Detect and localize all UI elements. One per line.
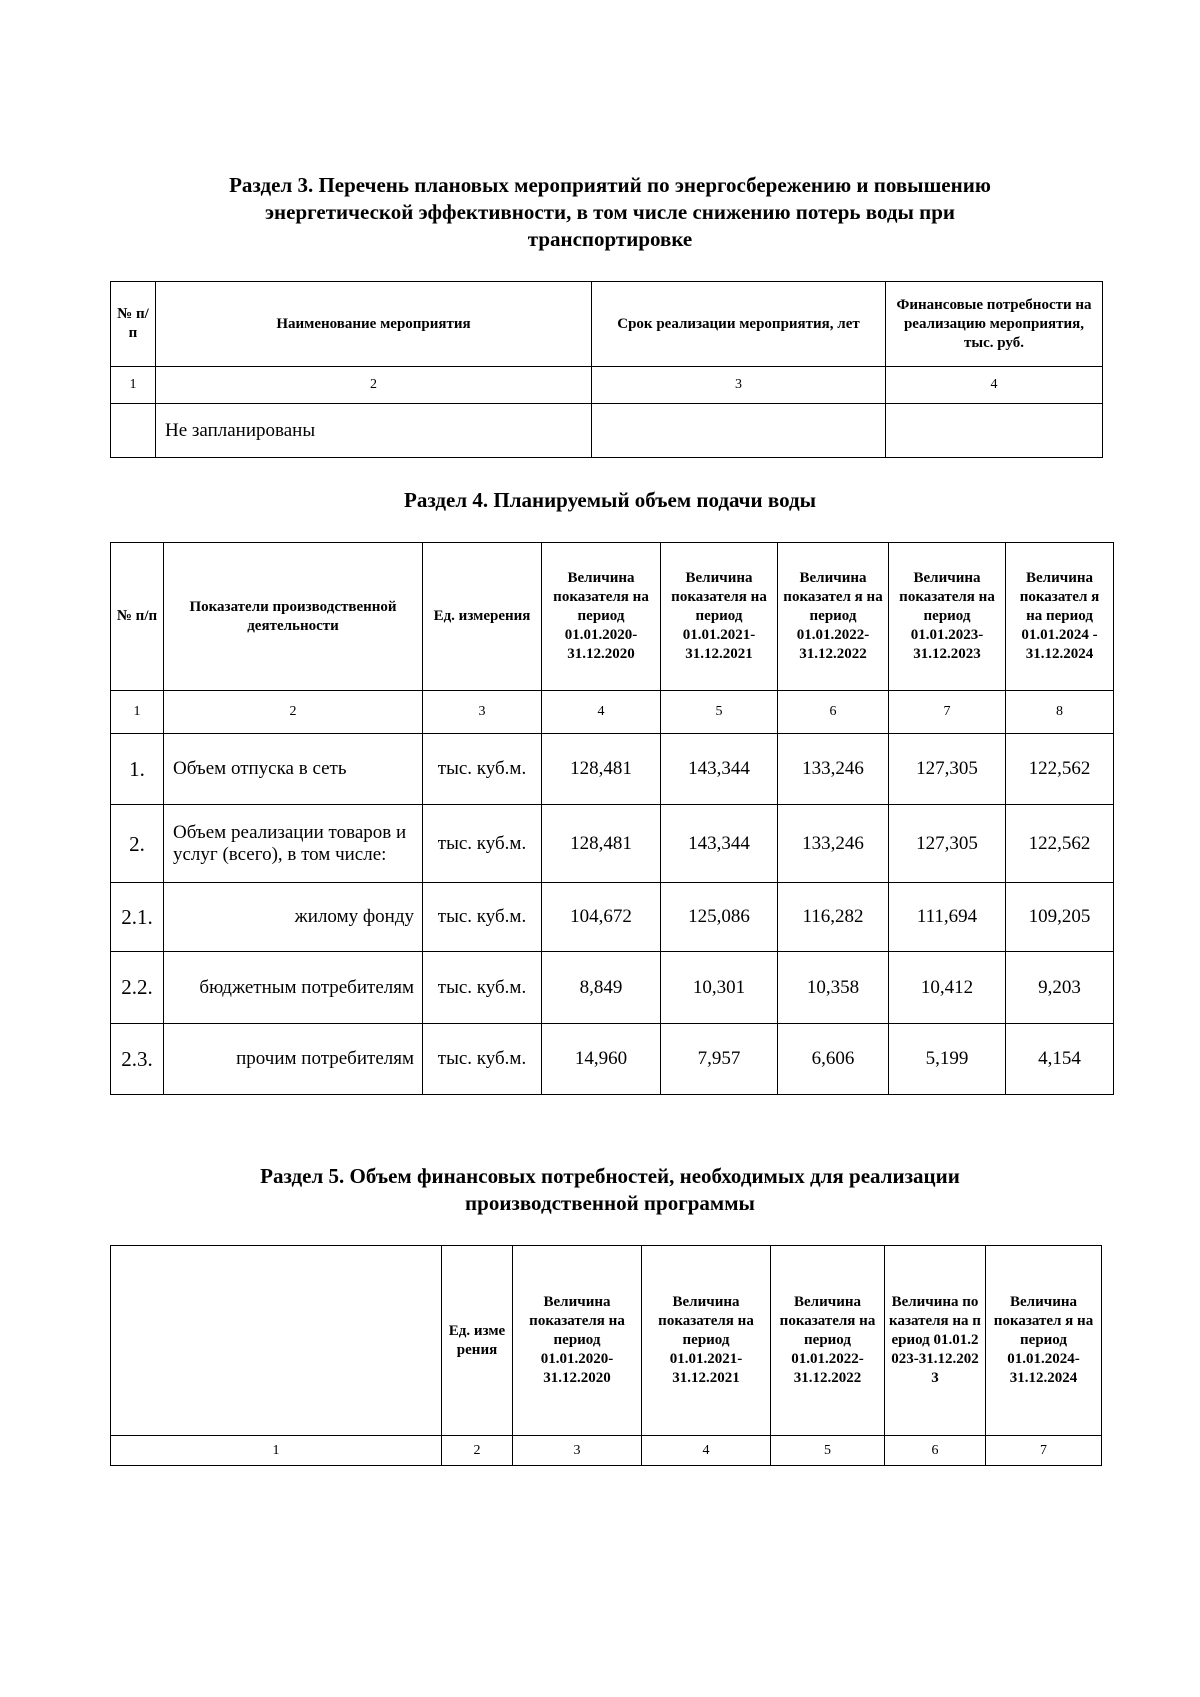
col-number: 8 (1006, 691, 1114, 734)
row-value: 104,672 (542, 883, 661, 952)
header-period: Величина показателя на период 01.01.2020-31.12.2020 (513, 1246, 642, 1436)
row-value: 116,282 (778, 883, 889, 952)
row-value: 7,957 (661, 1024, 778, 1095)
row-value: 9,203 (1006, 952, 1114, 1024)
header-period: Величина показателя на период 01.01.2022-31.12.2022 (771, 1246, 885, 1436)
section5-title-line: производственной программы (465, 1191, 755, 1215)
section3-title-line: транспортировке (527, 227, 693, 251)
col-number: 4 (642, 1436, 771, 1466)
col-number: 3 (423, 691, 542, 734)
section3-title-line: энергетической эффективности, в том числе снижению потерь воды при (264, 200, 956, 224)
row-name: бюджетным потребителям (164, 952, 423, 1024)
col-number: 1 (111, 1436, 442, 1466)
section3-table (110, 281, 1103, 458)
row-value: 5,199 (889, 1024, 1006, 1095)
col-number: 1 (111, 691, 164, 734)
row-name: Объем реализации товаров и услуг (всего), в том числе: (164, 805, 423, 883)
row-num: 2.3. (111, 1024, 164, 1095)
col-number: 2 (442, 1436, 513, 1466)
row-value: 122,562 (1006, 805, 1114, 883)
row-value: 10,358 (778, 952, 889, 1024)
section5-title (110, 1163, 1110, 1217)
header-first (111, 1246, 442, 1436)
column-number-row (111, 367, 1103, 404)
row-value: 133,246 (778, 734, 889, 805)
header-indicator: Показатели производственной деятельности (164, 543, 423, 691)
row-unit: тыс. куб.м. (423, 952, 542, 1024)
header-row (111, 1246, 1102, 1436)
header-name: Наименование мероприятия (156, 282, 592, 367)
row-num (111, 404, 156, 458)
row-name: прочим потребителям (164, 1024, 423, 1095)
header-unit: Ед. измерения (423, 543, 542, 691)
row-num: 2.2. (111, 952, 164, 1024)
header-unit: Ед. измерения (442, 1246, 513, 1436)
row-finance (886, 404, 1103, 458)
col-number: 7 (986, 1436, 1102, 1466)
row-value: 122,562 (1006, 734, 1114, 805)
header-period: Величина показателя на период 01.01.2023-31.12.2023 (885, 1246, 986, 1436)
header-period: Величина показател я на период 01.01.2022-31.12.2022 (778, 543, 889, 691)
row-unit: тыс. куб.м. (423, 883, 542, 952)
row-value: 127,305 (889, 734, 1006, 805)
section5-title-line: Раздел 5. Объем финансовых потребностей, необходимых для реализации (260, 1164, 960, 1188)
table-row (111, 883, 1114, 952)
section3-title-line: Раздел 3. Перечень плановых мероприятий по энергосбережению и повышению (229, 173, 991, 197)
header-period: Величина показател я на период 01.01.2024 - 31.12.2024 (1006, 543, 1114, 691)
header-period: Величина показател я на период 01.01.2024-31.12.2024 (986, 1246, 1102, 1436)
table-row (111, 952, 1114, 1024)
row-term (592, 404, 886, 458)
column-number-row (111, 691, 1114, 734)
row-num: 1. (111, 734, 164, 805)
table-row (111, 805, 1114, 883)
row-value: 133,246 (778, 805, 889, 883)
col-number: 6 (885, 1436, 986, 1466)
section5-table (110, 1245, 1102, 1466)
row-name: Объем отпуска в сеть (164, 734, 423, 805)
row-name: жилому фонду (164, 883, 423, 952)
table-row (111, 404, 1103, 458)
header-num: № п/п (111, 543, 164, 691)
row-value: 111,694 (889, 883, 1006, 952)
col-number: 5 (661, 691, 778, 734)
row-num: 2. (111, 805, 164, 883)
row-value: 14,960 (542, 1024, 661, 1095)
col-number: 2 (164, 691, 423, 734)
row-value: 127,305 (889, 805, 1006, 883)
row-value: 128,481 (542, 734, 661, 805)
row-value: 128,481 (542, 805, 661, 883)
section4-title (110, 487, 1110, 514)
row-value: 143,344 (661, 734, 778, 805)
header-term: Срок реализации мероприятия, лет (592, 282, 886, 367)
table-row (111, 1024, 1114, 1095)
col-number: 3 (592, 367, 886, 404)
row-value: 8,849 (542, 952, 661, 1024)
header-num: № п/п (111, 282, 156, 367)
row-name: Не запланированы (156, 404, 592, 458)
col-number: 4 (886, 367, 1103, 404)
row-num: 2.1. (111, 883, 164, 952)
col-number: 1 (111, 367, 156, 404)
section4-table (110, 542, 1114, 1095)
header-row (111, 282, 1103, 367)
row-value: 4,154 (1006, 1024, 1114, 1095)
col-number: 7 (889, 691, 1006, 734)
header-period: Величина показателя на период 01.01.2020-31.12.2020 (542, 543, 661, 691)
header-period: Величина показателя на период 01.01.2021-31.12.2021 (661, 543, 778, 691)
row-value: 10,301 (661, 952, 778, 1024)
row-unit: тыс. куб.м. (423, 1024, 542, 1095)
header-finance: Финансовые потребности на реализацию мероприятия, тыс. руб. (886, 282, 1103, 367)
row-value: 125,086 (661, 883, 778, 952)
row-value: 10,412 (889, 952, 1006, 1024)
row-value: 6,606 (778, 1024, 889, 1095)
column-number-row (111, 1436, 1102, 1466)
col-number: 2 (156, 367, 592, 404)
row-unit: тыс. куб.м. (423, 734, 542, 805)
table-row (111, 734, 1114, 805)
row-value: 143,344 (661, 805, 778, 883)
row-value: 109,205 (1006, 883, 1114, 952)
section3-title (110, 172, 1110, 253)
col-number: 3 (513, 1436, 642, 1466)
row-unit: тыс. куб.м. (423, 805, 542, 883)
header-row (111, 543, 1114, 691)
section4-title-line: Раздел 4. Планируемый объем подачи воды (404, 488, 816, 512)
header-period: Величина показателя на период 01.01.2021-31.12.2021 (642, 1246, 771, 1436)
col-number: 5 (771, 1436, 885, 1466)
header-period: Величина показателя на период 01.01.2023-31.12.2023 (889, 543, 1006, 691)
col-number: 6 (778, 691, 889, 734)
col-number: 4 (542, 691, 661, 734)
